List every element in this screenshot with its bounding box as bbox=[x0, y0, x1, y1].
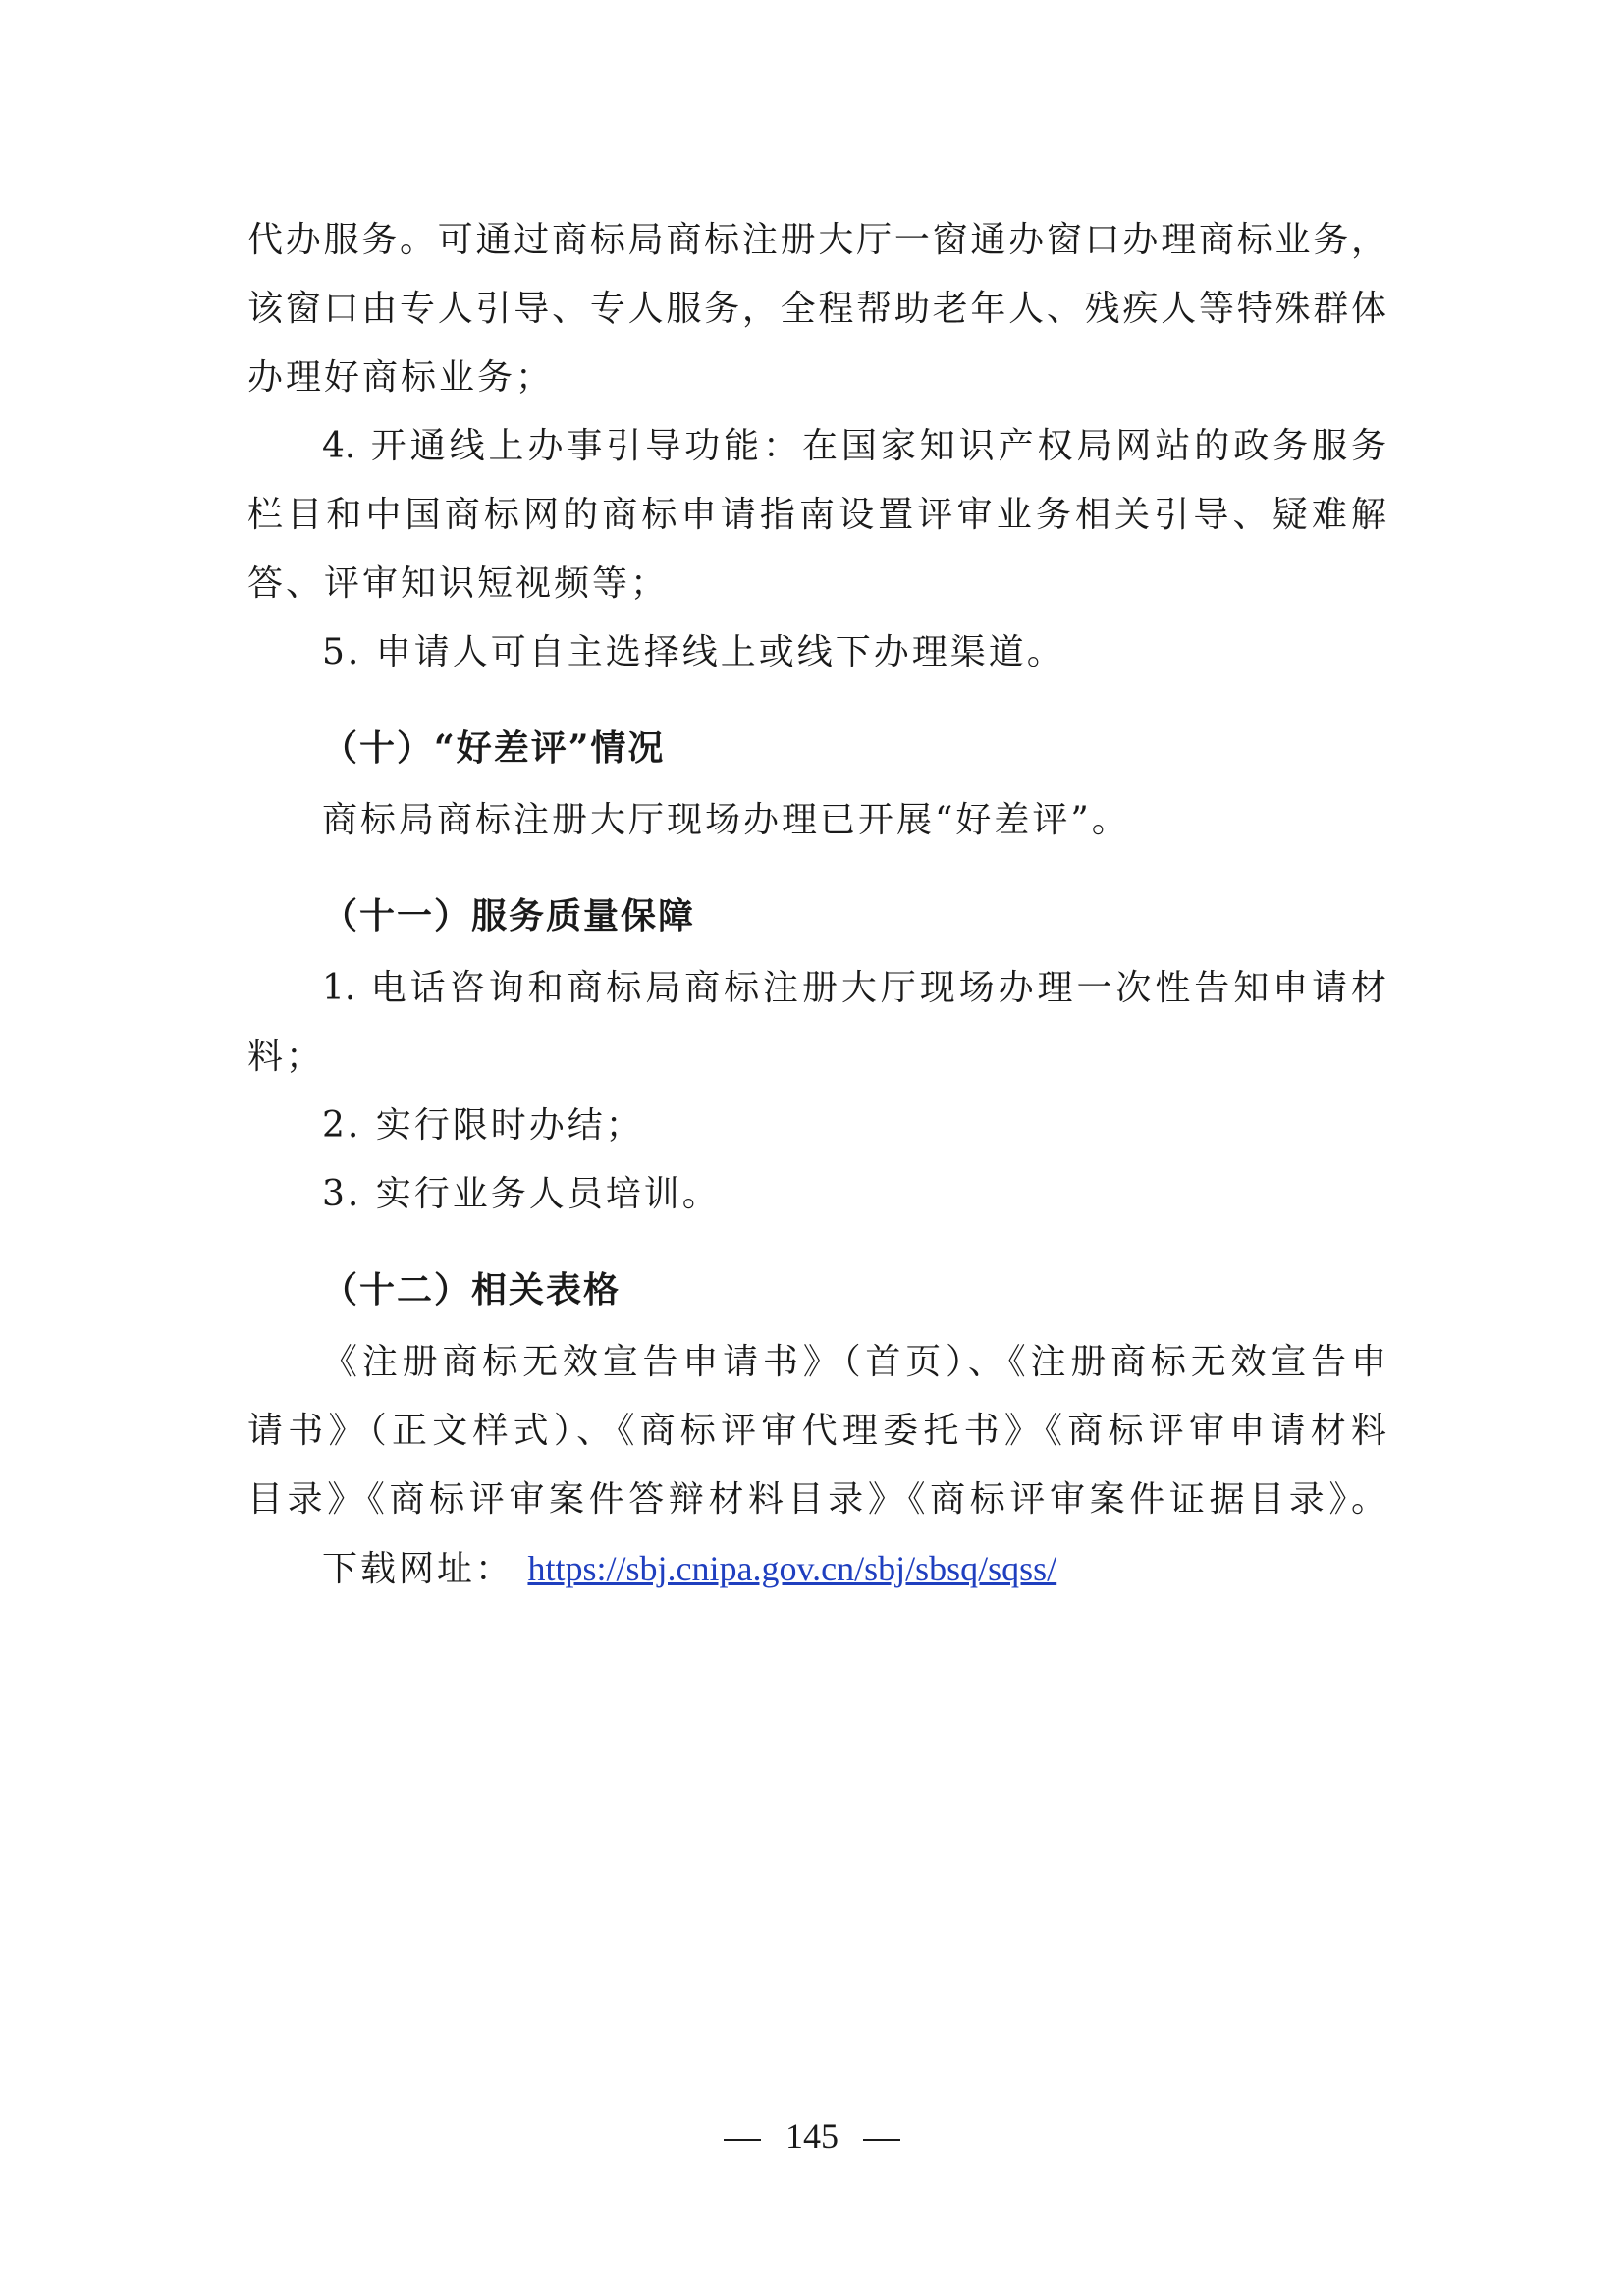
download-link[interactable]: https://sbj.cnipa.gov.cn/sbj/sbsq/sqss/ bbox=[527, 1549, 1057, 1588]
paragraph-line: 答、评审知识短视频等； bbox=[247, 563, 670, 604]
list-item-1: 1. 电话咨询和商标局商标注册大厅现场办理一次性告知申请材 bbox=[322, 968, 1386, 1008]
footer-dash-left bbox=[724, 2139, 761, 2141]
paragraph-line: 料； bbox=[247, 1037, 325, 1077]
list-item-5: 5. 申请人可自主选择线上或线下办理渠道。 bbox=[322, 632, 1065, 672]
paragraph-line: 请书》（正文样式）、《商标评审代理委托书》《商标评审申请材料 bbox=[247, 1411, 1386, 1451]
paragraph-line: 栏目和中国商标网的商标申请指南设置评审业务相关引导、疑难解 bbox=[247, 495, 1386, 535]
paragraph-line: 目录》《商标评审案件答辩材料目录》《商标评审案件证据目录》。 bbox=[247, 1479, 1386, 1520]
paragraph-line: 办理好商标业务； bbox=[247, 357, 555, 398]
paragraph-line: 该窗口由专人引导、专人服务，全程帮助老年人、残疾人等特殊群体 bbox=[247, 289, 1386, 329]
list-item-4: 4. 开通线上办事引导功能：在国家知识产权局网站的政务服务 bbox=[322, 426, 1386, 466]
paragraph-line: 代办服务。可通过商标局商标注册大厅一窗通办窗口办理商标业务， bbox=[247, 220, 1386, 260]
page-footer bbox=[0, 2115, 1624, 2157]
section-heading-12: （十二）相关表格 bbox=[322, 1269, 622, 1310]
list-item-3: 3. 实行业务人员培训。 bbox=[322, 1174, 721, 1214]
paragraph-line: 商标局商标注册大厅现场办理已开展“好差评”。 bbox=[322, 800, 1130, 840]
list-item-2: 2. 实行限时办结； bbox=[322, 1105, 644, 1146]
section-heading-10: （十）“好差评”情况 bbox=[322, 727, 666, 769]
section-heading-11: （十一）服务质量保障 bbox=[322, 895, 696, 936]
download-label: 下载网址： bbox=[322, 1549, 514, 1589]
footer-dash-right bbox=[863, 2139, 900, 2141]
download-line bbox=[247, 1534, 1386, 1603]
paragraph-line: 《注册商标无效宣告申请书》（首页）、《注册商标无效宣告申 bbox=[322, 1342, 1386, 1382]
page-number: 145 bbox=[785, 2116, 839, 2156]
document-body bbox=[247, 206, 1386, 1603]
